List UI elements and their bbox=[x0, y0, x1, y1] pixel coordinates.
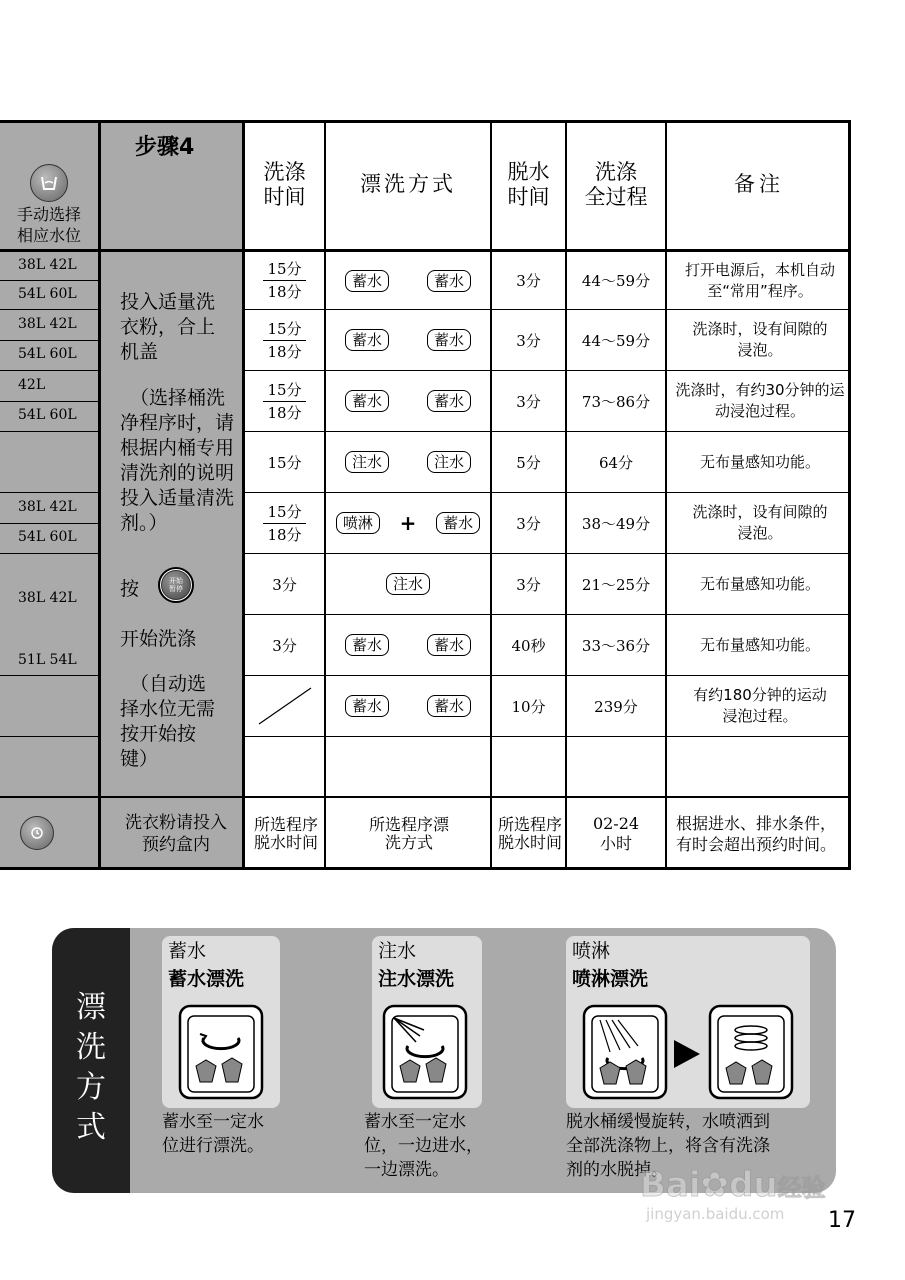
paw-icon: ✿ bbox=[700, 1165, 730, 1205]
rinse-tag: 蓄水 bbox=[427, 634, 471, 656]
water-level-cell: 42L bbox=[18, 377, 46, 393]
legend-item-inject: 注水 注水漂洗 bbox=[372, 936, 482, 1108]
rinse-method-cell bbox=[326, 371, 490, 431]
program-table bbox=[0, 120, 851, 870]
baidu-watermark: Bai✿du经验 jingyan.baidu.com bbox=[640, 1165, 826, 1223]
rinse-method-cell bbox=[326, 310, 490, 370]
rinse-method-cell bbox=[326, 252, 490, 309]
reserve-spin-time: 所选程序脱水时间 bbox=[498, 815, 563, 852]
rinse-tag: 注水 bbox=[386, 573, 430, 595]
legend-desc-inject: 蓄水至一定水 位，一边进水， 一边漂洗。 bbox=[364, 1112, 483, 1180]
rinse-method-legend bbox=[52, 928, 836, 1193]
wash-time-cell: $\frac{\text{15分}}{\text{18分}}$ bbox=[245, 493, 324, 553]
rinse-tag: 喷淋 bbox=[336, 512, 380, 534]
col-header-spin-time: 脱水 时间 bbox=[507, 159, 550, 209]
rinse-tag: 蓄水 bbox=[345, 329, 389, 351]
wash-time-cell: $\frac{\text{15分}}{\text{18分}}$ bbox=[245, 371, 324, 431]
step-title: 步骤4 bbox=[135, 135, 195, 160]
water-level-cell: 54L 60L bbox=[18, 407, 77, 423]
wash-time-cell: 15分 bbox=[267, 453, 302, 472]
rinse-tag: 蓄水 bbox=[436, 512, 480, 534]
reserve-wash-time: 所选程序脱水时间 bbox=[253, 815, 318, 852]
total-time-cell: 44～59分 bbox=[581, 272, 651, 290]
wash-time-cell: 3分 bbox=[272, 636, 297, 655]
water-level-cell: 54L 60L bbox=[18, 529, 77, 545]
total-time-cell: 64分 bbox=[598, 453, 634, 472]
total-time-cell: 21～25分 bbox=[581, 575, 651, 594]
rinse-tag: 蓄水 bbox=[427, 270, 471, 292]
water-level-cell: 51L 54L bbox=[18, 652, 77, 668]
instruction-press: 按 bbox=[120, 578, 140, 600]
rinse-tag: 蓄水 bbox=[345, 634, 389, 656]
rinse-tag: 注水 bbox=[345, 451, 389, 473]
reserve-total-time: 02-24 小时 bbox=[592, 814, 640, 853]
rinse-method-cell bbox=[326, 554, 490, 614]
rinse-method-cell bbox=[326, 493, 490, 553]
water-level-cell: 38L 42L bbox=[18, 316, 77, 332]
rinse-tag: 蓄水 bbox=[345, 390, 389, 412]
rinse-method-cell bbox=[326, 432, 490, 492]
spin-time-cell: 5分 bbox=[516, 453, 541, 472]
instruction-load-detergent: 投入适量洗衣粉，合上机盖 bbox=[120, 291, 216, 363]
tub-spin-icon bbox=[706, 1002, 796, 1102]
total-time-cell: 239分 bbox=[594, 697, 638, 716]
spin-time-cell: 40秒 bbox=[511, 636, 546, 655]
rinse-tag: 蓄水 bbox=[427, 695, 471, 717]
legend-desc-spray: 脱水桶缓慢旋转，水喷洒到 全部洗涤物上，将含有洗涤 剂的水脱掉。 bbox=[566, 1112, 770, 1180]
col-header-notes: 备注 bbox=[734, 172, 784, 196]
legend-desc-storage: 蓄水至一定水 位进行漂洗。 bbox=[162, 1112, 264, 1156]
tub-spray-icon bbox=[580, 1002, 670, 1102]
note-cell: 打开电源后，本机自动至“常用”程序。 bbox=[684, 260, 835, 300]
diagonal-slash-icon bbox=[255, 684, 315, 728]
wash-time-cell: 3分 bbox=[272, 575, 297, 594]
arrow-right-icon bbox=[674, 1040, 700, 1068]
water-level-cell: 38L 42L bbox=[18, 257, 77, 273]
note-cell: 无布量感知功能。 bbox=[699, 574, 820, 593]
total-time-cell: 73～86分 bbox=[581, 392, 651, 411]
spin-time-cell: 3分 bbox=[516, 331, 541, 350]
col-header-wash-time: 洗涤 时间 bbox=[263, 159, 306, 209]
tub-storage-icon bbox=[176, 1002, 266, 1102]
water-level-button-icon[interactable] bbox=[30, 164, 68, 202]
water-level-cell: 38L 42L bbox=[18, 499, 77, 515]
wash-time-cell: $\frac{\text{15分}}{\text{18分}}$ bbox=[245, 252, 324, 309]
note-cell: 有约180分钟的运动浸泡过程。 bbox=[693, 686, 827, 725]
instruction-auto-water-note: （自动选择水位无需按开始按键） bbox=[120, 673, 216, 770]
start-pause-button-icon[interactable] bbox=[158, 567, 194, 603]
pause-label: 暂停 bbox=[169, 585, 183, 593]
rinse-method-cell bbox=[326, 676, 490, 736]
rinse-tag: 蓄水 bbox=[427, 329, 471, 351]
total-time-cell: 44～59分 bbox=[581, 331, 651, 350]
instruction-start-wash: 开始洗涤 bbox=[120, 628, 197, 650]
rinse-tag: 蓄水 bbox=[427, 390, 471, 412]
rinse-tag: 注水 bbox=[427, 451, 471, 473]
page-number: 17 bbox=[828, 1208, 856, 1233]
water-level-cell: 54L 60L bbox=[18, 346, 77, 362]
spin-time-cell: 3分 bbox=[516, 392, 541, 411]
rinse-tag: 蓄水 bbox=[345, 695, 389, 717]
wash-time-cell: $\frac{\text{15分}}{\text{18分}}$ bbox=[245, 310, 324, 370]
col-header-full-process: 洗涤 全过程 bbox=[584, 159, 648, 209]
total-time-cell: 33～36分 bbox=[581, 636, 651, 655]
water-level-cell: 38L 42L bbox=[18, 590, 77, 606]
legend-side-title: 漂 洗 方 式 bbox=[76, 990, 106, 1145]
plus-sign: + bbox=[399, 511, 417, 535]
legend-item-storage: 蓄水 蓄水漂洗 bbox=[162, 936, 280, 1108]
spin-time-cell: 10分 bbox=[511, 697, 546, 716]
legend-item-spray: 喷淋 喷淋漂洗 bbox=[566, 936, 810, 1108]
total-time-cell: 38～49分 bbox=[581, 514, 651, 533]
tub-inject-icon bbox=[380, 1002, 470, 1102]
note-cell: 洗涤时，设有间隙的浸泡。 bbox=[692, 503, 828, 542]
spin-time-cell: 3分 bbox=[516, 575, 541, 594]
water-level-cell: 54L 60L bbox=[18, 286, 77, 302]
rinse-method-cell bbox=[326, 615, 490, 675]
note-cell: 无布量感知功能。 bbox=[699, 452, 820, 471]
reserve-button-icon[interactable] bbox=[20, 816, 54, 850]
reserve-rinse-method: 所选程序漂洗方式 bbox=[368, 815, 449, 852]
spin-time-cell: 3分 bbox=[516, 272, 541, 290]
note-cell: 洗涤时，设有间隙的浸泡。 bbox=[692, 320, 828, 359]
spin-time-cell: 3分 bbox=[516, 514, 541, 533]
reserve-instruction: 洗衣粉请投入预约盒内 bbox=[125, 813, 227, 855]
note-cell: 无布量感知功能。 bbox=[699, 635, 820, 654]
start-label: 开始 bbox=[169, 577, 183, 585]
manual-select-label: 手动选择 相应水位 bbox=[16, 205, 81, 245]
col-header-rinse-method: 漂洗方式 bbox=[360, 172, 456, 196]
wash-time-cell-empty bbox=[245, 676, 324, 736]
instruction-tub-clean-note: （选择桶洗净程序时，请根据内桶专用清洗剂的说明投入适量清洗剂。） bbox=[120, 387, 235, 534]
rinse-tag: 蓄水 bbox=[345, 270, 389, 292]
reserve-note: 根据进水、排水条件，有时会超出预约时间。 bbox=[676, 814, 837, 854]
note-cell: 洗涤时，有约30分钟的运动浸泡过程。 bbox=[675, 381, 845, 420]
